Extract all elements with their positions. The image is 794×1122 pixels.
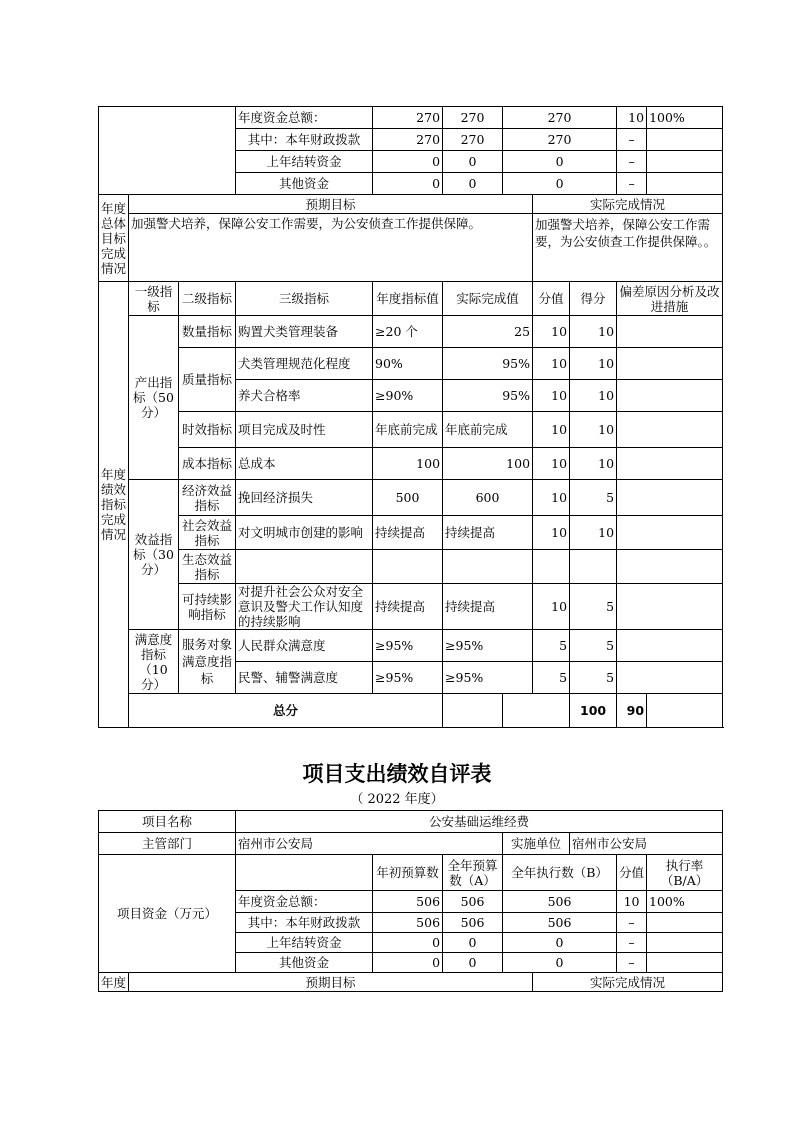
indicator-header-row: 年度绩效指标完成情况 一级指标 二级指标 三级指标 年度指标值 实际完成值 分值 得分 偏差原因分析及改进措施 [99,282,723,316]
funds-label-cell [99,107,236,195]
actual-completion-text: 加强警犬培养，保障公安工作需要，为公安侦查工作提供保障。。 [533,214,723,282]
dept-value: 宿州市公安局 [236,833,503,855]
indicator-row: 成本指标 总成本 100 100 10 10 [99,448,723,480]
output-indicator-label: 产出指标（50分） [129,316,179,480]
funds-label: 其他资金 [236,173,373,195]
funds-label: 其中：本年财政拨款 [236,129,373,151]
funds-label: 项目资金（万元） [99,855,236,973]
funds-row-fiscal: 其中：本年财政拨款 270 270 270 – [99,129,723,151]
funds-label: 上年结转资金 [236,151,373,173]
funds-row-fiscal: 其中：本年财政拨款 506 506 506 – [99,913,723,933]
indicator-row: 效益指标（30分） 经济效益指标 挽回经济损失 500 600 10 5 [99,480,723,516]
form-year: （ 2022 年度） [350,792,444,807]
total-label: 总分 [129,694,443,728]
funds-row-carryover: 上年结转资金 0 0 0 – [99,933,723,953]
form-title: 项目支出绩效自评表 [302,762,492,786]
indicator-row: 产出指标（50分） 数量指标 购置犬类管理装备 ≥20 个 25 10 10 [99,316,723,348]
total-score: 90 [617,694,647,728]
indicator-row: 生态效益指标 [99,550,723,584]
expected-goal-text: 加强警犬培养，保障公安工作需要，为公安侦查工作提供保障。 [129,214,533,282]
funds-label: 年度资金总额： [236,107,373,129]
goal-content-row [99,214,723,282]
funds-row-carryover: 上年结转资金 0 0 0 – [99,151,723,173]
funds-row-total: 年度资金总额： 506 506 506 10 100% [99,891,723,913]
funds-row-other: 其他资金 0 0 0 – [99,173,723,195]
performance-table-new [98,810,723,992]
goal-header-row [99,195,723,214]
department-row [99,833,723,855]
dept-label: 主管部门 [99,833,236,855]
actual-completion-header: 实际完成情况 [533,195,723,214]
project-name: 公安基础运维经费 [236,811,723,833]
indicator-side-label: 年度绩效指标完成情况 [99,282,129,728]
funds-row-total: 年度资金总额： 270 270 270 10 100% [99,107,723,129]
project-name-label: 项目名称 [99,811,236,833]
impl-value: 宿州市公安局 [570,833,723,855]
indicator-row: 可持续影响指标 对提升社会公众对安全意识及警犬工作认知度的持续影响 持续提高 持续提高 10 5 [99,584,723,630]
indicator-row: 质量指标 犬类管理规范化程度 90% 95% 10 10 [99,348,723,380]
satisfaction-indicator-label: 满意度指标（10分） [129,630,179,694]
indicator-row: 养犬合格率 ≥90% 95% 10 10 [99,380,723,412]
funds-header-row: 项目资金（万元） 年初预算数 全年预算数（A） 全年执行数（B） 分值 执行率（B/A） [99,855,723,891]
indicator-row: 时效指标 项目完成及时性 年底前完成 年底前完成 10 10 [99,412,723,448]
goal-side-label: 年度总体目标完成情况 [99,195,129,282]
effect-indicator-label: 效益指标（30分） [129,480,179,630]
funds-row-other: 其他资金 0 0 0 – [99,953,723,973]
expected-goal-header: 预期目标 [129,195,533,214]
indicator-row: 民警、辅警满意度 ≥95% ≥95% 5 5 [99,662,723,694]
indicator-row: 社会效益指标 对文明城市创建的影响 持续提高 持续提高 10 10 [99,516,723,550]
goal-side-label: 年度 [99,973,129,992]
goal-header-row: 年度 预期目标 实际完成情况 [99,973,723,992]
indicator-row: 满意度指标（10分） 服务对象满意度指标 人民群众满意度 ≥95% ≥95% 5 5 [99,630,723,662]
total-value: 100 [570,694,617,728]
total-row [99,694,723,728]
performance-table-continued [98,106,723,728]
project-name-row [99,811,723,833]
impl-label: 实施单位 [503,833,570,855]
